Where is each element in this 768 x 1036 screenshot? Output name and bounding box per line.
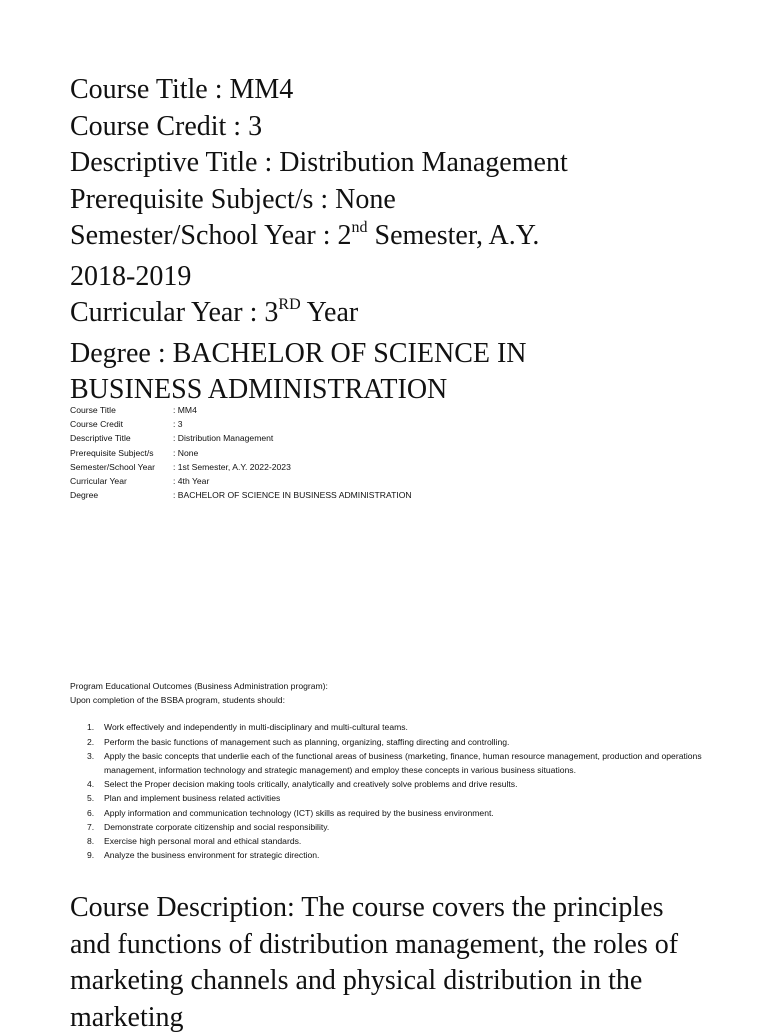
- list-item-number: 4.: [87, 779, 95, 790]
- info-row: [70, 431, 412, 445]
- info-label: Prerequisite Subject/s: [70, 447, 154, 458]
- semester-superscript: nd: [351, 219, 368, 236]
- info-row: [70, 417, 412, 431]
- list-item-number: 8.: [87, 836, 95, 847]
- info-row: [70, 446, 412, 460]
- info-row: [70, 474, 412, 488]
- list-item-number: 7.: [87, 821, 95, 832]
- course-title-line: Course Title : MM4: [70, 74, 294, 105]
- info-label: Course Credit: [70, 419, 124, 430]
- course-credit-line: Course Credit : 3: [70, 110, 263, 142]
- semester-prefix: Semester/School Year : 2: [70, 220, 352, 251]
- curricular-suffix: Year: [300, 297, 359, 328]
- info-value: : Distribution Management: [173, 433, 274, 444]
- info-value: : BACHELOR OF SCIENCE IN BUSINESS ADMINISTRATION: [173, 490, 412, 501]
- list-item-text: Apply information and communication technology (ICT) skills as required by the business environment.: [104, 807, 494, 818]
- descriptive-title-line: Descriptive Title : Distribution Management: [70, 147, 568, 178]
- peo-list: [70, 720, 710, 862]
- list-item-text: Apply the basic concepts that underlie each of the functional areas of business (marketing, finance, human resource management, production and operations management, information technology and strategic management) and employ these concepts in various business situations.: [104, 750, 702, 776]
- list-item: [70, 749, 704, 777]
- list-item-number: 6.: [87, 807, 95, 818]
- list-item-number: 1.: [87, 722, 95, 733]
- course-info-table: [70, 403, 412, 502]
- info-row: [70, 488, 412, 502]
- list-item-number: 3.: [87, 750, 95, 761]
- list-item: [70, 820, 704, 834]
- info-value: : 4th Year: [173, 476, 210, 487]
- info-row: [70, 403, 412, 417]
- list-item: [70, 834, 704, 848]
- list-item-text: Select the Proper decision making tools critically, analytically and creatively solve problems and drive results.: [104, 779, 518, 790]
- prerequisite-line: Prerequisite Subject/s : None: [70, 183, 396, 215]
- curricular-superscript: RD: [278, 296, 301, 313]
- course-description: Course Description: The course covers the principles and functions of distribution management, the roles of marketing channels and physical distribution in the marketing: [70, 892, 679, 1033]
- info-label: Semester/School Year: [70, 461, 156, 472]
- semester-suffix: Semester, A.Y.: [367, 220, 540, 251]
- info-value: : 1st Semester, A.Y. 2022-2023: [173, 461, 291, 472]
- list-item-text: Work effectively and independently in multi-disciplinary and multi-cultural teams.: [104, 722, 408, 733]
- degree-line-1: Degree : BACHELOR OF SCIENCE IN: [70, 337, 527, 369]
- course-header: [70, 72, 568, 409]
- info-label: Course Title: [70, 405, 116, 415]
- peo-heading: Program Educational Outcomes (Business Administration program):: [70, 681, 328, 691]
- list-item-text: Analyze the business environment for strategic direction.: [104, 850, 320, 861]
- course-info-body: [70, 403, 412, 502]
- list-item-number: 5.: [87, 793, 95, 804]
- peo-intro: Upon completion of the BSBA program, students should:: [70, 695, 285, 706]
- list-item: [70, 735, 704, 749]
- info-row: [70, 460, 412, 474]
- info-value: : MM4: [173, 405, 197, 415]
- program-educational-outcomes: [70, 679, 710, 862]
- list-item: [70, 806, 704, 820]
- list-item-text: Perform the basic functions of management such as planning, organizing, staffing directing and controlling.: [104, 736, 510, 747]
- semester-year-line: 2018-2019: [70, 260, 192, 292]
- list-item-number: 2.: [87, 736, 95, 747]
- list-item-text: Exercise high personal moral and ethical standards.: [104, 836, 302, 847]
- info-label: Curricular Year: [70, 476, 127, 487]
- list-item-text: Plan and implement business related activities: [104, 793, 281, 804]
- semester-line: [70, 218, 568, 259]
- info-label: Descriptive Title: [70, 433, 131, 444]
- curricular-year-line: [70, 295, 568, 336]
- info-value: : 3: [173, 419, 183, 430]
- curricular-prefix: Curricular Year : 3: [70, 297, 279, 328]
- info-value: : None: [173, 447, 199, 458]
- list-item-number: 9.: [87, 850, 95, 861]
- list-item: [70, 791, 704, 805]
- info-label: Degree: [70, 490, 99, 501]
- list-item: [70, 777, 704, 791]
- list-item: [70, 848, 704, 862]
- list-item: [70, 720, 704, 734]
- degree-line-2: BUSINESS ADMINISTRATION: [70, 374, 448, 405]
- list-item-text: Demonstrate corporate citizenship and social responsibility.: [104, 821, 330, 832]
